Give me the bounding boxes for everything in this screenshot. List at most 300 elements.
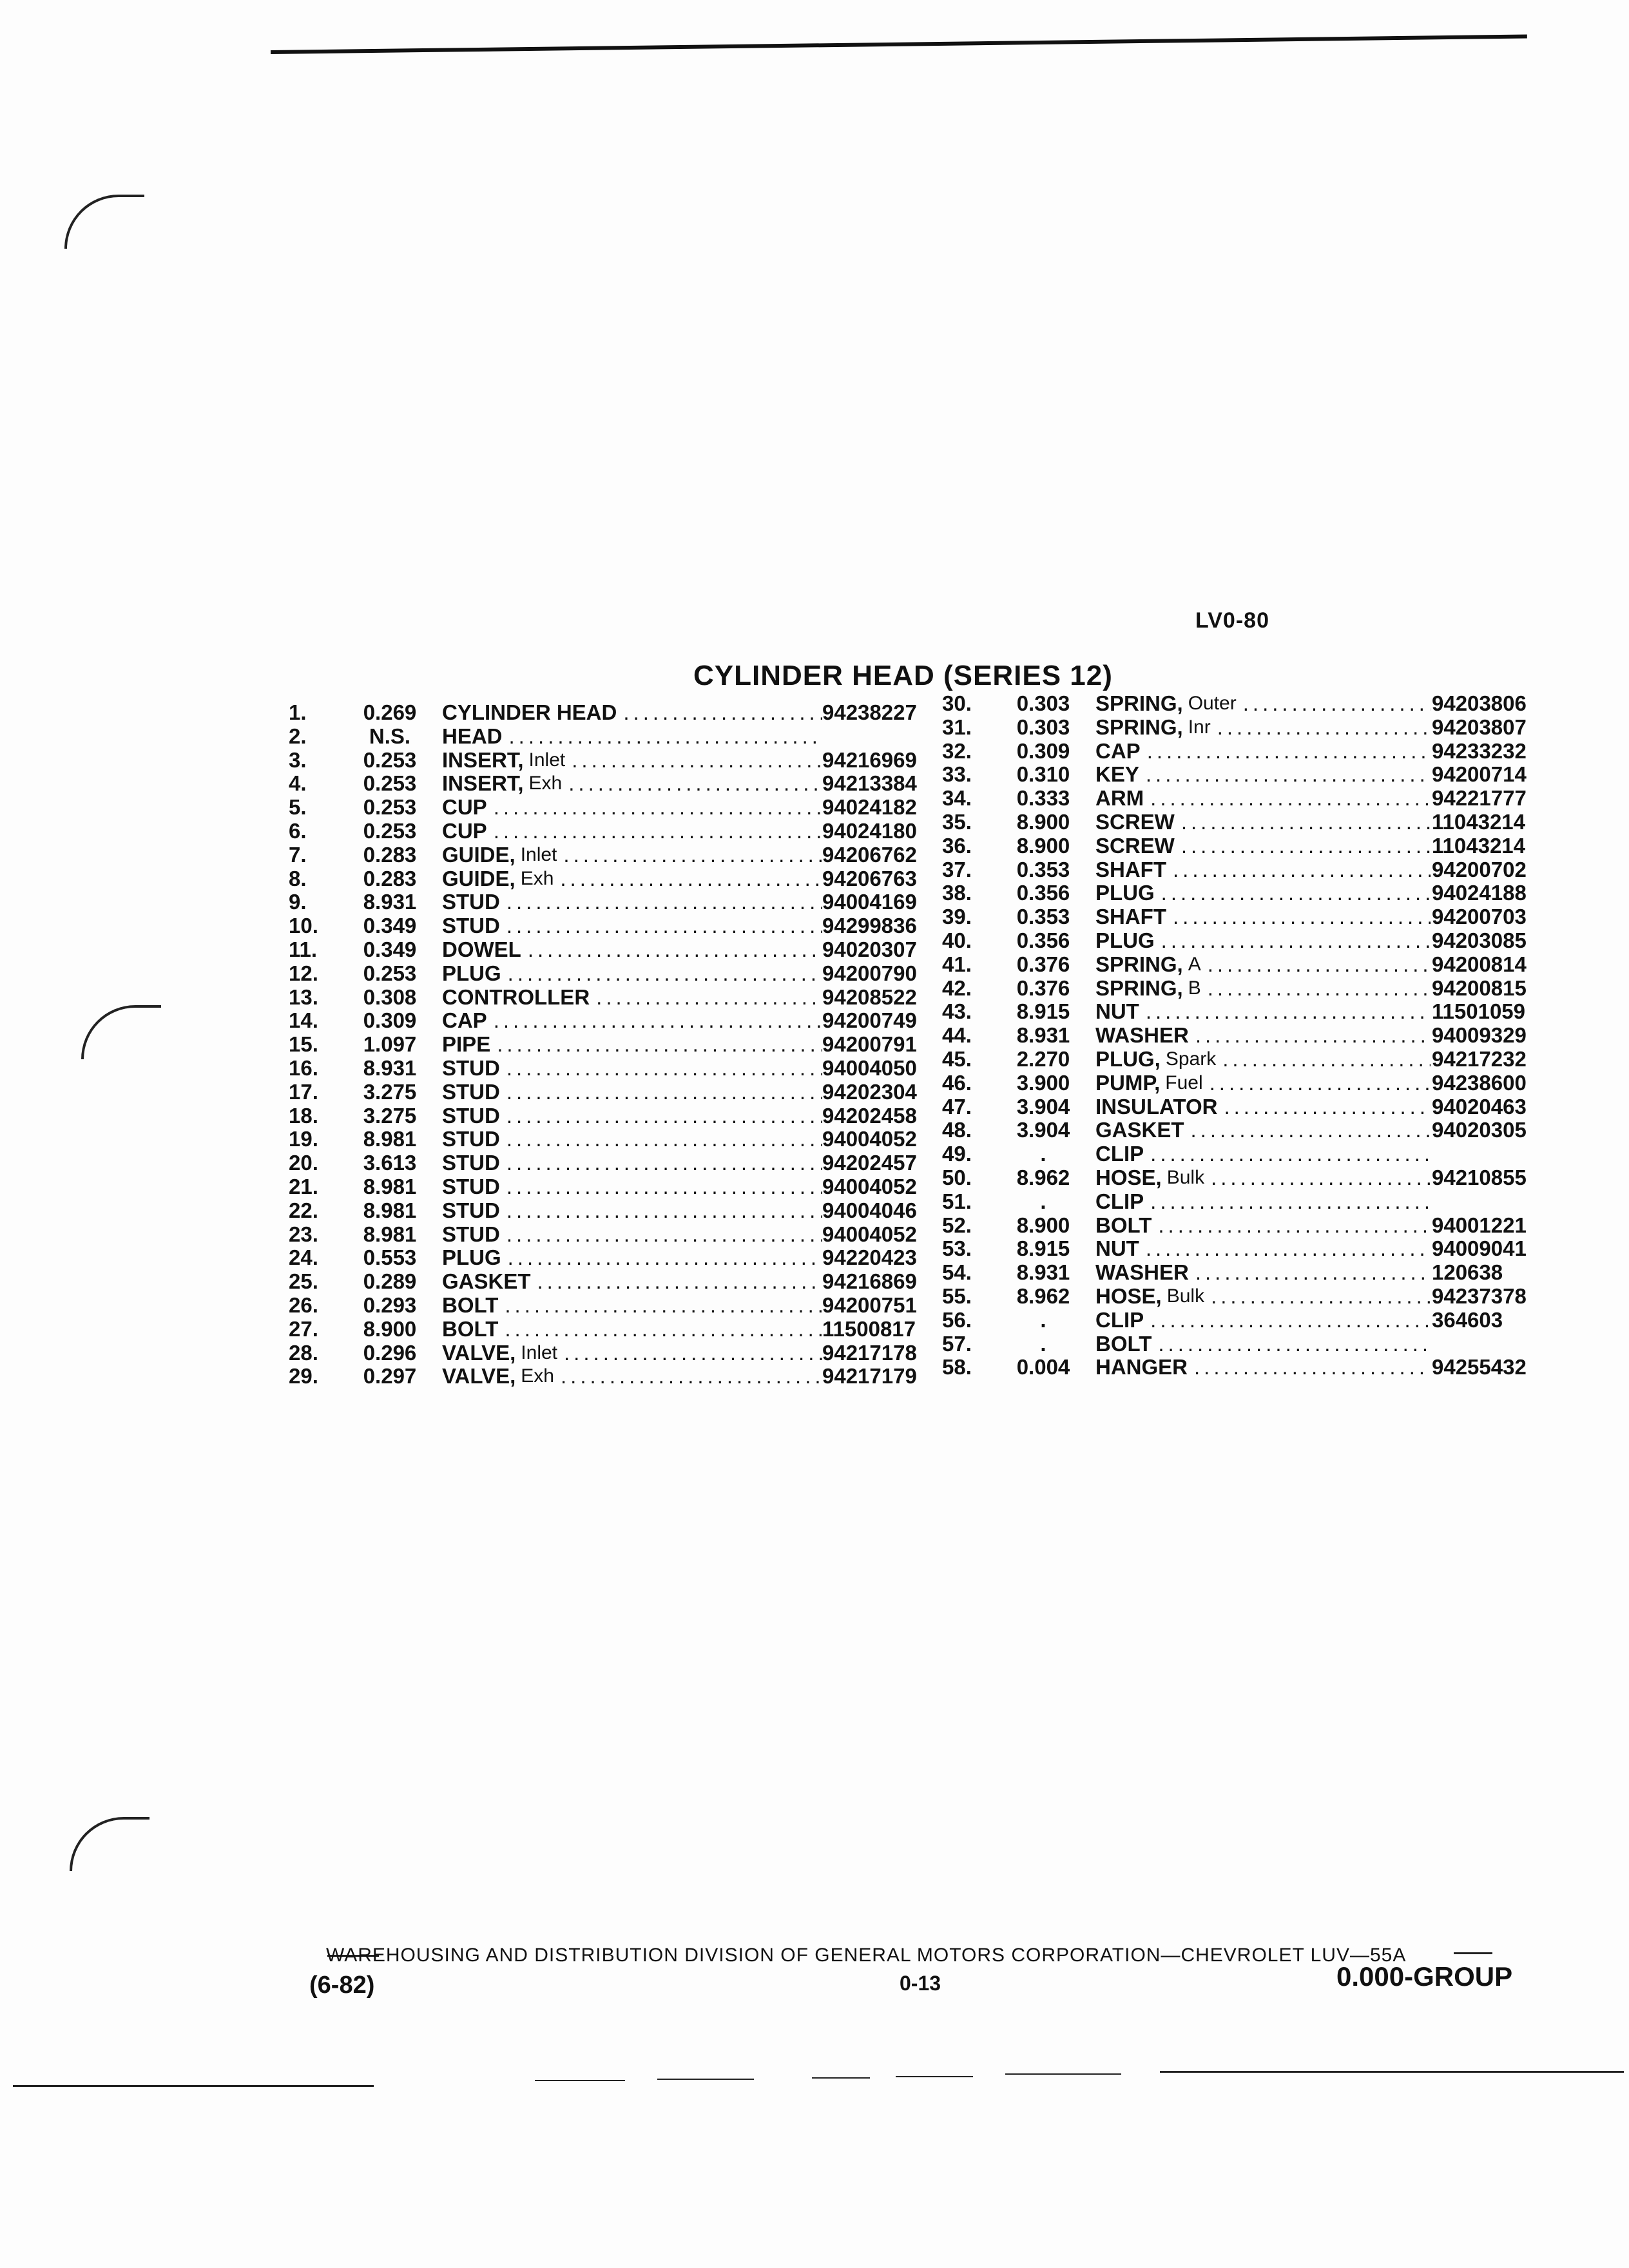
description-cell bbox=[442, 890, 822, 914]
parts-row bbox=[289, 1316, 916, 1341]
part-number: 94200791 bbox=[822, 1032, 917, 1057]
group-reference: 0.283 bbox=[363, 866, 417, 890]
dot-leader bbox=[1195, 1024, 1431, 1048]
description-cell bbox=[442, 843, 822, 867]
part-qualifier: Exh bbox=[521, 1365, 554, 1387]
bottom-rule-segment bbox=[13, 2085, 374, 2087]
item-number: 22. bbox=[289, 1198, 318, 1222]
group-reference: 0.303 bbox=[1016, 691, 1070, 715]
item-number: 14. bbox=[289, 1008, 318, 1033]
group-reference: 0.004 bbox=[1016, 1355, 1070, 1379]
dot-leader bbox=[1158, 1214, 1431, 1238]
description-cell bbox=[1095, 1119, 1431, 1142]
part-description: INSERT, bbox=[442, 772, 524, 796]
part-qualifier: Inlet bbox=[520, 843, 557, 865]
part-number: 94203085 bbox=[1432, 928, 1527, 952]
dot-leader bbox=[1150, 1190, 1431, 1214]
item-number: 39. bbox=[942, 905, 972, 929]
footer-page-number: 0-13 bbox=[900, 1972, 941, 1995]
description-cell bbox=[1095, 953, 1431, 977]
part-number: 94237378 bbox=[1432, 1283, 1527, 1308]
part-number: 94024188 bbox=[1432, 881, 1527, 905]
description-cell bbox=[1095, 1285, 1431, 1309]
dot-leader bbox=[1150, 787, 1431, 811]
item-number: 28. bbox=[289, 1340, 318, 1365]
group-reference: 8.931 bbox=[363, 890, 417, 914]
part-description: HOSE, bbox=[1095, 1284, 1162, 1308]
item-number: 54. bbox=[942, 1260, 972, 1285]
item-number: 55. bbox=[942, 1283, 972, 1308]
part-description: BOLT bbox=[442, 1317, 499, 1341]
part-description: WASHER bbox=[1095, 1261, 1189, 1285]
description-cell bbox=[442, 725, 822, 749]
item-number: 41. bbox=[942, 952, 972, 976]
dot-leader bbox=[1150, 1309, 1431, 1332]
group-reference: 0.309 bbox=[363, 1008, 417, 1033]
description-cell bbox=[1095, 692, 1431, 716]
part-number: 94200703 bbox=[1432, 905, 1527, 929]
parts-row bbox=[289, 747, 917, 773]
part-description: PIPE bbox=[442, 1033, 491, 1057]
part-description: STUD bbox=[442, 1198, 500, 1222]
part-number: 94206762 bbox=[822, 842, 917, 867]
group-reference: . bbox=[1040, 1189, 1046, 1213]
group-reference: 8.915 bbox=[1016, 1236, 1070, 1261]
item-number: 33. bbox=[942, 762, 972, 787]
item-number: 45. bbox=[942, 1046, 972, 1071]
group-reference: 8.931 bbox=[363, 1055, 417, 1080]
dot-leader bbox=[1224, 1095, 1431, 1119]
part-description: NUT bbox=[1095, 1237, 1139, 1261]
dot-leader bbox=[506, 1057, 822, 1081]
group-reference: 0.356 bbox=[1016, 881, 1070, 905]
parts-row bbox=[289, 1222, 917, 1247]
part-description: PLUG, bbox=[1095, 1047, 1161, 1071]
item-number: 2. bbox=[289, 724, 307, 748]
part-description: BOLT bbox=[1095, 1332, 1152, 1356]
dot-leader bbox=[1161, 929, 1431, 953]
part-description: BOLT bbox=[1095, 1213, 1152, 1237]
part-description: GUIDE, bbox=[442, 843, 516, 867]
description-cell bbox=[1095, 1190, 1431, 1214]
part-description: INSULATOR bbox=[1095, 1095, 1218, 1119]
dot-leader bbox=[572, 749, 822, 773]
part-description: GUIDE, bbox=[442, 867, 516, 890]
bottom-rule-segment bbox=[1160, 2071, 1624, 2073]
item-number: 15. bbox=[289, 1032, 318, 1057]
parts-row bbox=[942, 692, 1561, 716]
description-cell bbox=[1095, 763, 1431, 787]
part-description: STUD bbox=[442, 1128, 500, 1151]
parts-row bbox=[289, 1198, 917, 1223]
parts-row bbox=[289, 937, 917, 962]
dot-leader bbox=[1210, 1072, 1431, 1095]
dot-leader bbox=[506, 1081, 822, 1104]
part-description: HANGER bbox=[1095, 1356, 1188, 1379]
part-number: 94202457 bbox=[822, 1151, 917, 1175]
description-cell bbox=[1095, 977, 1431, 1001]
group-reference: 8.900 bbox=[1016, 809, 1070, 834]
group-reference: 0.349 bbox=[363, 937, 417, 961]
item-number: 20. bbox=[289, 1151, 318, 1175]
part-number: 94217178 bbox=[822, 1340, 917, 1365]
description-cell bbox=[1095, 1237, 1431, 1261]
description-cell bbox=[442, 796, 822, 820]
part-description: SCREW bbox=[1095, 810, 1175, 834]
dot-leader bbox=[494, 796, 822, 820]
part-description: INSERT, bbox=[442, 748, 524, 772]
dot-leader bbox=[494, 820, 822, 843]
description-cell bbox=[442, 1104, 822, 1128]
group-reference: 8.900 bbox=[1016, 1213, 1070, 1237]
part-qualifier: A bbox=[1188, 953, 1201, 975]
description-cell bbox=[442, 1081, 822, 1104]
description-cell bbox=[1095, 811, 1431, 834]
part-description: CAP bbox=[1095, 739, 1141, 763]
item-number: 43. bbox=[942, 999, 972, 1024]
part-qualifier: Bulk bbox=[1166, 1166, 1205, 1188]
dot-leader bbox=[1173, 858, 1431, 882]
part-number: 94009041 bbox=[1432, 1236, 1527, 1261]
dot-leader bbox=[509, 725, 822, 749]
dot-leader bbox=[506, 1223, 822, 1247]
parts-row bbox=[942, 1332, 1561, 1356]
part-number: 94200702 bbox=[1432, 857, 1527, 881]
group-reference: 0.253 bbox=[363, 961, 417, 985]
group-reference: 0.253 bbox=[363, 747, 417, 772]
parts-row bbox=[942, 881, 1561, 905]
dot-leader bbox=[1194, 1356, 1431, 1379]
item-number: 51. bbox=[942, 1189, 972, 1213]
group-reference: . bbox=[1040, 1142, 1046, 1166]
part-number: 94001221 bbox=[1432, 1213, 1527, 1237]
dot-leader bbox=[1161, 881, 1431, 905]
part-number: 94024180 bbox=[822, 818, 917, 843]
part-number: 94213384 bbox=[822, 771, 917, 796]
hole-punch-mark-bottom bbox=[70, 1817, 149, 1871]
group-reference: 8.900 bbox=[1016, 833, 1070, 858]
group-reference: 3.275 bbox=[363, 1103, 417, 1128]
dot-leader bbox=[596, 986, 822, 1010]
dot-leader bbox=[505, 1294, 822, 1318]
parts-row bbox=[942, 953, 1561, 977]
section-title: CYLINDER HEAD (SERIES 12) bbox=[693, 660, 1113, 691]
group-reference: 8.981 bbox=[363, 1198, 417, 1222]
part-description: STUD bbox=[442, 1104, 500, 1128]
group-reference: . bbox=[1040, 1307, 1046, 1332]
item-number: 4. bbox=[289, 771, 307, 796]
bottom-rule-segment bbox=[896, 2076, 973, 2077]
part-number: 11501059 bbox=[1432, 999, 1526, 1024]
part-qualifier: Outer bbox=[1188, 693, 1237, 714]
dot-leader bbox=[1158, 1332, 1431, 1356]
item-number: 52. bbox=[942, 1213, 972, 1237]
item-number: 37. bbox=[942, 857, 972, 881]
item-number: 25. bbox=[289, 1269, 318, 1294]
part-qualifier: Fuel bbox=[1165, 1072, 1203, 1093]
description-cell bbox=[442, 914, 822, 938]
part-description: NUT bbox=[1095, 1000, 1139, 1024]
group-reference: 0.308 bbox=[363, 985, 417, 1009]
part-description: STUD bbox=[442, 1222, 500, 1246]
description-cell bbox=[1095, 716, 1431, 740]
description-cell bbox=[1095, 858, 1431, 882]
group-reference: 0.253 bbox=[363, 795, 417, 820]
group-reference: 8.915 bbox=[1016, 999, 1070, 1024]
group-reference: 0.296 bbox=[363, 1340, 417, 1365]
group-reference: 0.303 bbox=[1016, 715, 1070, 739]
part-description: CAP bbox=[442, 1009, 487, 1033]
description-cell bbox=[1095, 1095, 1431, 1119]
parts-row bbox=[289, 1245, 917, 1270]
group-reference: 0.253 bbox=[363, 771, 417, 796]
part-qualifier: Bulk bbox=[1166, 1285, 1205, 1307]
part-number: 94004052 bbox=[822, 1174, 917, 1198]
part-number: 94216869 bbox=[822, 1269, 917, 1294]
description-cell bbox=[1095, 1309, 1431, 1332]
part-description: GASKET bbox=[442, 1270, 531, 1294]
item-number: 11. bbox=[289, 937, 318, 961]
dot-leader bbox=[560, 867, 822, 891]
part-description: ARM bbox=[1095, 787, 1144, 811]
parts-row bbox=[942, 716, 1561, 740]
description-cell bbox=[442, 1341, 822, 1365]
part-number: 94238227 bbox=[822, 700, 917, 724]
description-cell bbox=[1095, 1048, 1431, 1072]
dot-leader bbox=[623, 701, 822, 725]
group-reference: 8.981 bbox=[363, 1174, 417, 1198]
description-cell bbox=[442, 1128, 822, 1151]
part-description: SCREW bbox=[1095, 834, 1175, 858]
dot-leader bbox=[1211, 1166, 1431, 1190]
part-description: CLIP bbox=[1095, 1142, 1144, 1166]
dot-leader bbox=[506, 914, 822, 938]
part-number: 94203806 bbox=[1432, 691, 1527, 715]
parts-row bbox=[942, 1095, 1561, 1119]
parts-row bbox=[289, 842, 917, 867]
footer-publisher-line: WAREHOUSING AND DISTRIBUTION DIVISION OF GENERAL MOTORS CORPORATION—CHEVROLET LUV—55A bbox=[326, 1945, 1407, 1966]
group-reference: 3.904 bbox=[1016, 1094, 1070, 1119]
dot-leader bbox=[1208, 977, 1431, 1001]
group-reference: 2.270 bbox=[1016, 1046, 1070, 1071]
dot-leader bbox=[506, 1104, 822, 1128]
part-description: CONTROLLER bbox=[442, 985, 590, 1009]
dot-leader bbox=[528, 938, 822, 962]
parts-row bbox=[942, 977, 1561, 1001]
item-number: 13. bbox=[289, 985, 318, 1009]
item-number: 35. bbox=[942, 809, 972, 834]
dot-leader bbox=[568, 772, 822, 796]
part-number: 94200749 bbox=[822, 1008, 917, 1033]
description-cell bbox=[1095, 929, 1431, 953]
item-number: 7. bbox=[289, 842, 307, 867]
description-cell bbox=[442, 1246, 822, 1270]
bottom-rule-segment bbox=[812, 2077, 870, 2079]
description-cell bbox=[442, 1318, 822, 1341]
hole-punch-mark-top bbox=[64, 195, 144, 249]
part-description: HOSE, bbox=[1095, 1166, 1162, 1189]
dot-leader bbox=[564, 1341, 822, 1365]
item-number: 53. bbox=[942, 1236, 972, 1261]
description-cell bbox=[442, 1151, 822, 1175]
part-description: STUD bbox=[442, 1151, 500, 1175]
group-reference: 0.253 bbox=[363, 818, 417, 843]
part-description: SHAFT bbox=[1095, 858, 1166, 881]
part-description: STUD bbox=[442, 890, 500, 914]
item-number: 26. bbox=[289, 1293, 318, 1317]
part-description: SPRING, bbox=[1095, 692, 1183, 715]
item-number: 34. bbox=[942, 786, 972, 811]
part-description: SHAFT bbox=[1095, 905, 1166, 929]
item-number: 44. bbox=[942, 1023, 972, 1048]
item-number: 8. bbox=[289, 866, 307, 890]
part-description: PLUG bbox=[1095, 928, 1155, 952]
part-number: 94004052 bbox=[822, 1222, 917, 1246]
group-reference: 3.900 bbox=[1016, 1070, 1070, 1095]
group-reference: 0.353 bbox=[1016, 857, 1070, 881]
parts-row bbox=[289, 818, 917, 843]
dot-leader bbox=[1173, 905, 1431, 929]
description-cell bbox=[1095, 834, 1431, 858]
part-number: 11500817 bbox=[822, 1316, 916, 1341]
dot-leader bbox=[494, 1009, 822, 1033]
dot-leader bbox=[508, 962, 822, 986]
parts-row bbox=[289, 1269, 917, 1294]
dot-leader bbox=[1181, 834, 1431, 858]
part-number: 94220423 bbox=[822, 1245, 917, 1270]
group-reference: 8.931 bbox=[1016, 1260, 1070, 1285]
description-cell bbox=[1095, 1072, 1431, 1095]
part-number: 94004052 bbox=[822, 1127, 917, 1151]
dot-leader bbox=[563, 843, 822, 867]
description-cell bbox=[1095, 1356, 1431, 1379]
dot-leader bbox=[505, 1318, 822, 1341]
dot-leader bbox=[1217, 716, 1431, 740]
part-description: GASKET bbox=[1095, 1119, 1184, 1142]
part-description: STUD bbox=[442, 1080, 500, 1104]
part-description: WASHER bbox=[1095, 1024, 1189, 1048]
dot-leader bbox=[1147, 740, 1431, 764]
part-number: 94009329 bbox=[1432, 1023, 1527, 1048]
dot-leader bbox=[506, 1128, 822, 1151]
description-cell bbox=[442, 1199, 822, 1223]
item-number: 46. bbox=[942, 1070, 972, 1095]
parts-row bbox=[289, 725, 907, 749]
item-number: 21. bbox=[289, 1174, 318, 1198]
part-description: STUD bbox=[442, 1175, 500, 1198]
part-description: HEAD bbox=[442, 724, 503, 748]
description-cell bbox=[442, 938, 822, 962]
group-reference: 8.931 bbox=[1016, 1023, 1070, 1048]
parts-row bbox=[289, 866, 917, 891]
part-number: 11043214 bbox=[1432, 833, 1526, 858]
description-cell bbox=[1095, 905, 1431, 929]
part-number: 94203807 bbox=[1432, 715, 1527, 739]
group-reference: 0.310 bbox=[1016, 762, 1070, 787]
description-cell bbox=[1095, 1332, 1431, 1356]
item-number: 36. bbox=[942, 833, 972, 858]
part-number: 94200714 bbox=[1432, 762, 1527, 787]
part-number: 94020307 bbox=[822, 937, 917, 961]
part-number: 94004169 bbox=[822, 890, 917, 914]
description-cell bbox=[1095, 1142, 1431, 1166]
parts-row bbox=[289, 1103, 917, 1128]
description-cell bbox=[442, 1009, 822, 1033]
dot-leader bbox=[506, 890, 822, 914]
footer-dash-right bbox=[1454, 1952, 1492, 1954]
description-cell bbox=[442, 749, 822, 773]
parts-row bbox=[942, 834, 1561, 858]
parts-row bbox=[942, 811, 1561, 834]
dot-leader bbox=[561, 1365, 822, 1389]
item-number: 31. bbox=[942, 715, 972, 739]
description-cell bbox=[442, 772, 822, 796]
dot-leader bbox=[506, 1151, 822, 1175]
group-reference: 0.289 bbox=[363, 1269, 417, 1294]
parts-row bbox=[942, 1048, 1561, 1072]
item-number: 12. bbox=[289, 961, 318, 985]
description-cell bbox=[442, 1365, 822, 1389]
group-reference: 0.293 bbox=[363, 1293, 417, 1317]
description-cell bbox=[1095, 787, 1431, 811]
item-number: 1. bbox=[289, 700, 307, 724]
part-number: 94216969 bbox=[822, 747, 917, 772]
group-reference: 0.376 bbox=[1016, 975, 1070, 1000]
part-description: STUD bbox=[442, 1056, 500, 1080]
parts-row bbox=[289, 890, 917, 914]
dot-leader bbox=[1222, 1048, 1431, 1072]
part-number: 94202458 bbox=[822, 1103, 917, 1128]
item-number: 24. bbox=[289, 1245, 318, 1270]
part-number: 94221777 bbox=[1432, 786, 1527, 811]
group-reference: 0.309 bbox=[1016, 738, 1070, 763]
part-qualifier: Inlet bbox=[528, 749, 566, 771]
description-cell bbox=[1095, 881, 1431, 905]
dot-leader bbox=[508, 1246, 822, 1270]
dot-leader bbox=[1146, 1000, 1431, 1024]
parts-row bbox=[289, 985, 917, 1010]
dot-leader bbox=[537, 1270, 822, 1294]
group-reference: 0.297 bbox=[363, 1364, 417, 1389]
part-qualifier: B bbox=[1188, 977, 1201, 999]
dot-leader bbox=[1211, 1285, 1431, 1309]
group-reference: . bbox=[1040, 1331, 1046, 1356]
dot-leader bbox=[1146, 1237, 1431, 1261]
part-description: DOWEL bbox=[442, 937, 521, 961]
parts-row bbox=[942, 740, 1561, 764]
parts-row bbox=[942, 1356, 1561, 1379]
parts-row bbox=[289, 1079, 917, 1104]
part-number: 94024182 bbox=[822, 795, 917, 820]
part-description: VALVE, bbox=[442, 1341, 516, 1365]
item-number: 40. bbox=[942, 928, 972, 952]
item-number: 9. bbox=[289, 890, 307, 914]
item-number: 57. bbox=[942, 1331, 972, 1356]
description-cell bbox=[442, 701, 822, 725]
part-description: SPRING, bbox=[1095, 976, 1183, 1000]
top-rule bbox=[271, 34, 1527, 54]
description-cell bbox=[442, 867, 822, 891]
item-number: 29. bbox=[289, 1364, 318, 1389]
group-reference: 0.269 bbox=[363, 700, 417, 724]
group-reference: N.S. bbox=[369, 724, 411, 748]
description-cell bbox=[442, 1294, 822, 1318]
dot-leader bbox=[1208, 953, 1431, 977]
item-number: 10. bbox=[289, 914, 318, 938]
item-number: 38. bbox=[942, 881, 972, 905]
parts-row bbox=[942, 1285, 1561, 1309]
part-qualifier: Spark bbox=[1165, 1048, 1217, 1070]
